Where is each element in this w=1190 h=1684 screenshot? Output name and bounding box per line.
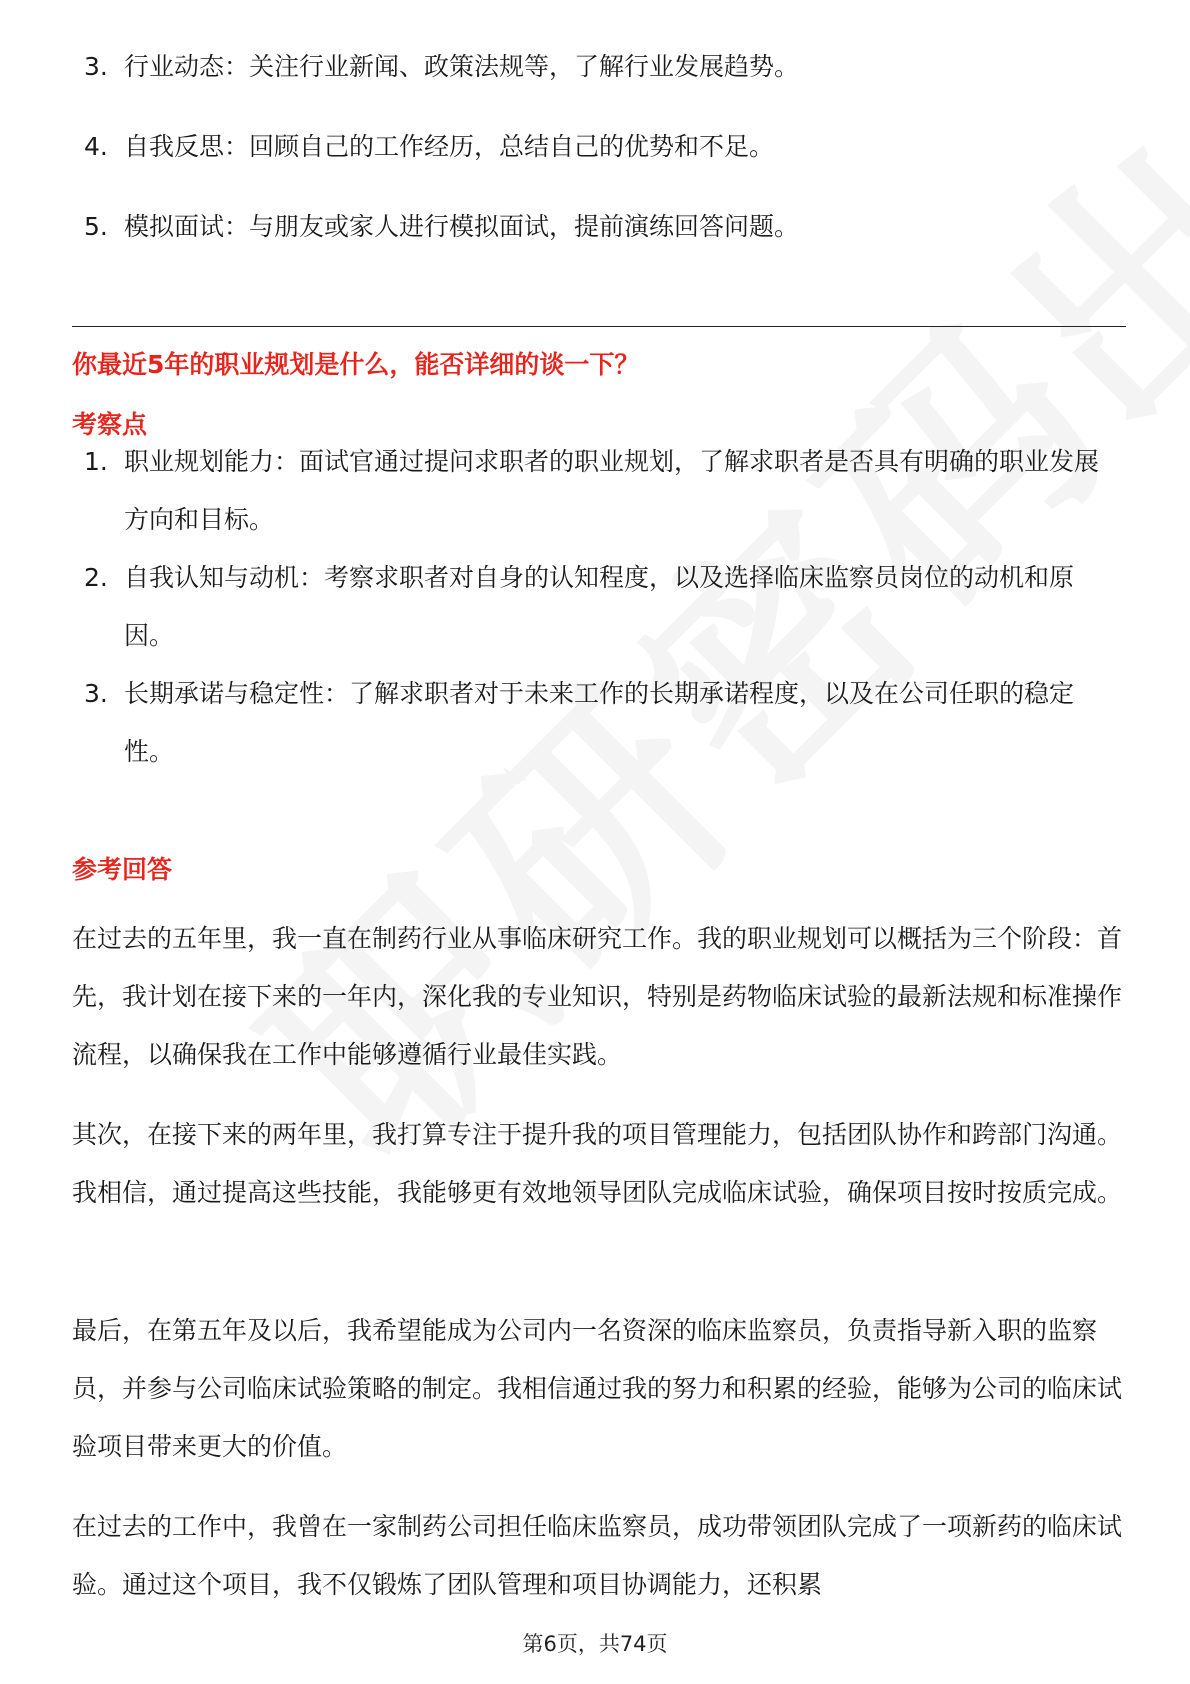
list-number: 3. xyxy=(84,52,108,81)
list-number: 5. xyxy=(84,212,108,241)
answer-paragraph: 最后，在第五年及以后，我希望能成为公司内一名资深的临床监察员，负责指导新入职的监察员，并参与公司临床试验策略的制定。我相信通过我的努力和积累的经验，能够为公司的临床试验项目带来更大的价值。 xyxy=(72,1316,1123,1461)
section-divider xyxy=(72,326,1126,327)
list-text: 自我反思：回顾自己的工作经历，总结自己的优势和不足。 xyxy=(124,132,775,161)
list-text: 行业动态：关注行业新闻、政策法规等，了解行业发展趋势。 xyxy=(124,52,800,81)
answer-heading: 参考回答 xyxy=(72,855,173,884)
answer-paragraph: 在过去的五年里，我一直在制药行业从事临床研究工作。我的职业规划可以概括为三个阶段：首先，我计划在接下来的一年内，深化我的专业知识，特别是药物临床试验的最新法规和标准操作流程，以确保我在工作中能够遵循行业最佳实践。 xyxy=(72,924,1123,1069)
question-heading: 你最近5年的职业规划是什么，能否详细的谈一下？ xyxy=(72,350,640,379)
list-number: 1. xyxy=(84,447,108,476)
list-text: 自我认知与动机：考察求职者对自身的认知程度，以及选择临床监察员岗位的动机和原因。 xyxy=(124,563,1075,650)
focus-heading: 考察点 xyxy=(72,410,148,439)
list-number: 4. xyxy=(84,132,108,161)
list-number: 2. xyxy=(84,563,108,592)
list-text: 职业规划能力：面试官通过提问求职者的职业规划，了解求职者是否具有明确的职业发展方向和目标。 xyxy=(124,447,1100,534)
answer-paragraph: 在过去的工作中，我曾在一家制药公司担任临床监察员，成功带领团队完成了一项新药的临床试验。通过这个项目，我不仅锻炼了团队管理和项目协调能力，还积累 xyxy=(72,1512,1123,1599)
list-text: 长期承诺与稳定性：了解求职者对于未来工作的长期承诺程度，以及在公司任职的稳定性。 xyxy=(124,679,1075,766)
list-number: 3. xyxy=(84,679,108,708)
answer-paragraph: 其次，在接下来的两年里，我打算专注于提升我的项目管理能力，包括团队协作和跨部门沟通。我相信，通过提高这些技能，我能够更有效地领导团队完成临床试验，确保项目按时按质完成。 xyxy=(72,1120,1123,1207)
list-text: 模拟面试：与朋友或家人进行模拟面试，提前演练回答问题。 xyxy=(124,212,800,241)
page-footer: 第6页，共74页 xyxy=(522,1632,668,1656)
